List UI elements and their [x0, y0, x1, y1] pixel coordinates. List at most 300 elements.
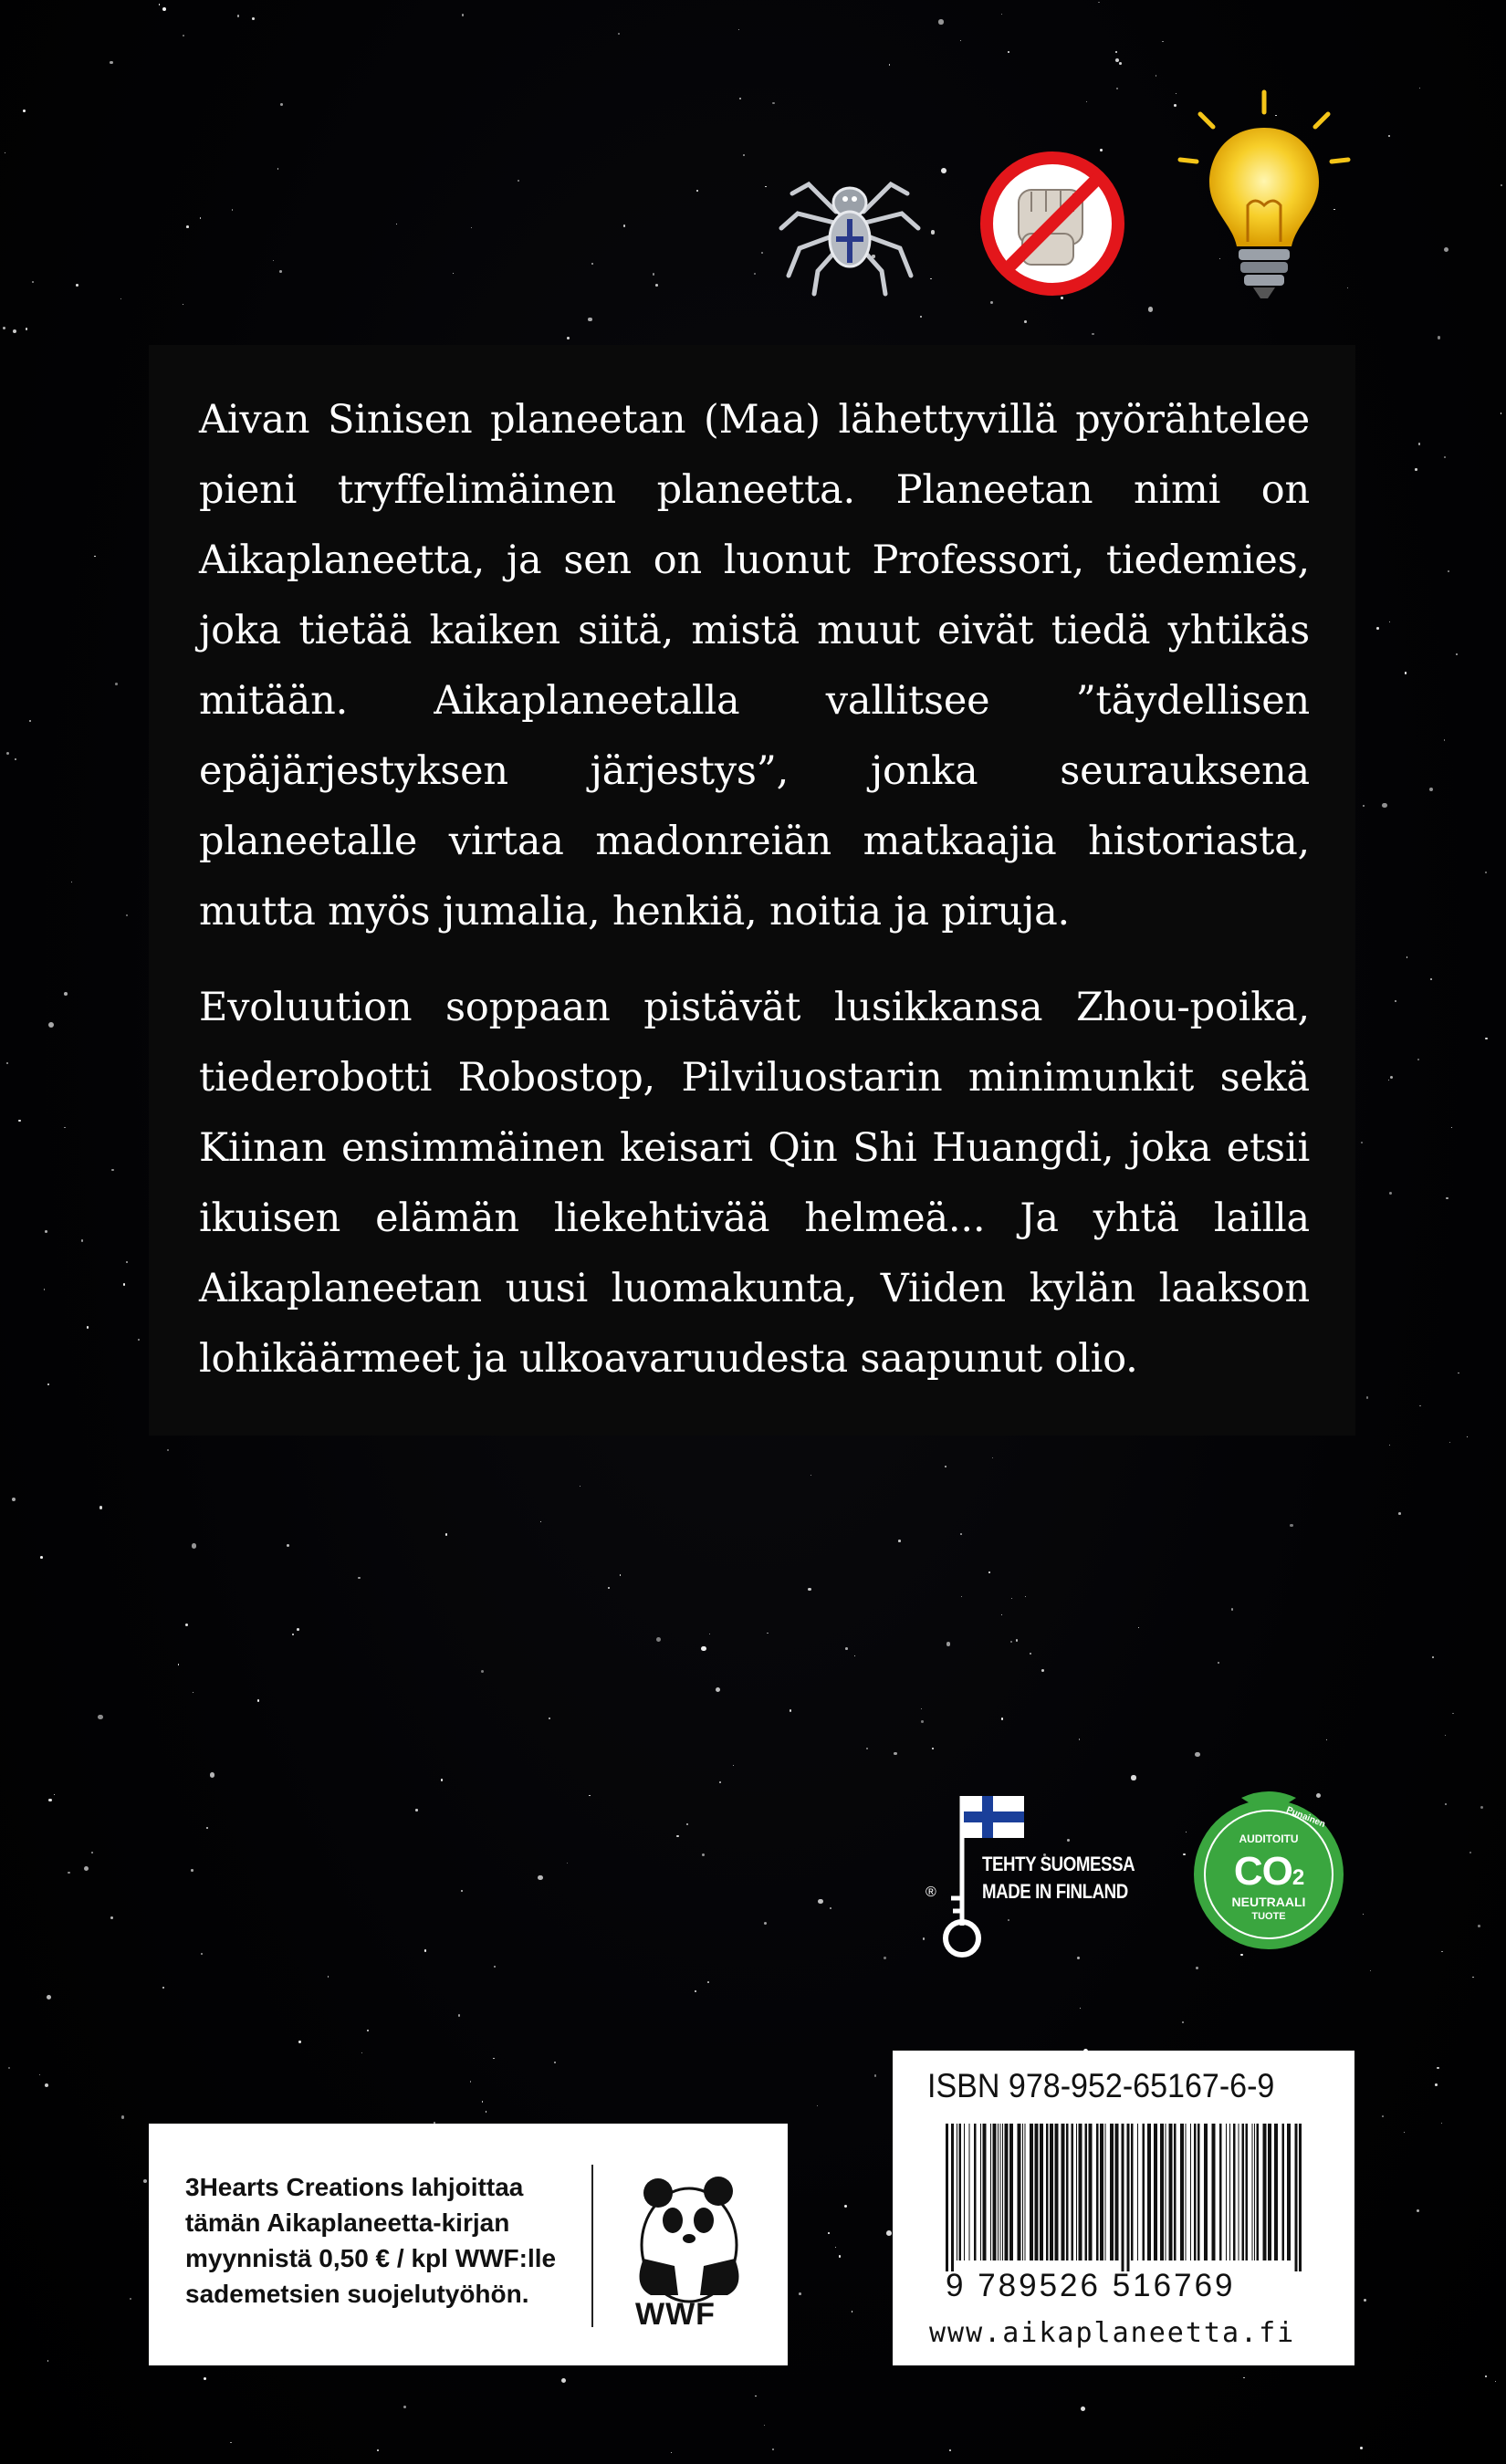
star [1182, 2021, 1183, 2022]
co2-subscript: 2 [1292, 1865, 1304, 1890]
barcode-bar [1055, 2124, 1059, 2260]
star [554, 2062, 556, 2063]
co2-neutral-badge [1187, 1791, 1351, 1955]
star [1148, 307, 1153, 311]
star [765, 186, 767, 188]
star [45, 1230, 47, 1233]
barcode-bar [1143, 2124, 1145, 2260]
star [1469, 1852, 1472, 1854]
star [1452, 1713, 1454, 1715]
barcode-bar [1257, 2124, 1260, 2260]
star [91, 1852, 93, 1853]
star [1131, 1775, 1135, 1780]
star [45, 2083, 48, 2087]
star [40, 1556, 43, 1559]
star [790, 1709, 791, 1711]
star [18, 1120, 20, 1122]
co2-neutral-text: NEUTRAALI [1231, 1895, 1306, 1909]
star [608, 1587, 610, 1589]
star [696, 190, 698, 192]
co2-main-text [1187, 1849, 1351, 1895]
barcode-bar [1287, 2124, 1291, 2260]
no-fist-icon [975, 146, 1130, 301]
star [3, 327, 5, 329]
star [461, 1890, 463, 1892]
star [755, 2396, 757, 2397]
star [1011, 1598, 1012, 1599]
star [98, 1715, 102, 1719]
star [743, 154, 745, 156]
barcode-bar [946, 2124, 948, 2271]
star [48, 1022, 54, 1028]
star [1472, 1977, 1473, 1978]
star [1407, 956, 1408, 958]
star [886, 2230, 892, 2236]
star [739, 98, 741, 99]
star [1446, 1197, 1448, 1200]
star [230, 2442, 231, 2443]
star [549, 1717, 550, 1719]
barcode-bar [1018, 2124, 1021, 2260]
barcode-number: 9 789526 516769 [946, 2268, 1236, 2303]
wwf-donation-sentence: 3Hearts Creations lahjoittaa tämän Aikaplaneetta-kirjan myynnistä 0,50 € / kpl WWF:lle sademetsien suojelutyöhön. [185, 2173, 557, 2308]
barcode-bar [1233, 2124, 1236, 2260]
star [835, 2247, 836, 2248]
isbn-barcode-box [893, 2051, 1354, 2365]
wwf-logo-label: WWF [635, 2297, 716, 2332]
barcode-bar [1105, 2124, 1106, 2260]
star [441, 1779, 443, 1780]
barcode-bar [974, 2124, 977, 2260]
star [1001, 1717, 1003, 1719]
star [486, 2111, 487, 2113]
star [298, 2041, 300, 2042]
barcode-bar [1022, 2124, 1023, 2260]
barcode-bar [983, 2124, 987, 2260]
made-in-finland-line1: TEHTY SUOMESSA [982, 1853, 1135, 1875]
star [1360, 2447, 1363, 2449]
star [733, 1765, 734, 1766]
star [932, 1748, 934, 1749]
star [1417, 2209, 1419, 2212]
star [1419, 1405, 1420, 1406]
star [561, 2378, 566, 2383]
barcode-bar [1089, 2124, 1093, 2260]
star [143, 2179, 147, 2183]
star [808, 1588, 811, 1591]
star [1458, 1373, 1459, 1374]
barcode-bar [1122, 2124, 1124, 2271]
made-in-finland-text [982, 1851, 1135, 1905]
star [76, 284, 78, 287]
star [120, 298, 121, 299]
star [1290, 1524, 1292, 1527]
star [567, 337, 570, 339]
isbn-label: ISBN 978-952-65167-6-9 [927, 2067, 1275, 2104]
star [1001, 1614, 1002, 1615]
barcode-bar [1066, 2124, 1069, 2260]
barcode-bar [1282, 2124, 1285, 2260]
star [1041, 1669, 1044, 1672]
star [686, 1823, 689, 1826]
barcode-bar [1186, 2124, 1187, 2260]
barcode-bar [1005, 2124, 1009, 2260]
star [656, 1637, 661, 1642]
barcode-bar [1147, 2124, 1151, 2260]
star [424, 1949, 426, 1951]
star [695, 1990, 696, 1992]
star [47, 2360, 49, 2362]
barcode-bar [951, 2124, 954, 2271]
star [494, 1966, 496, 1968]
star [493, 2058, 494, 2059]
star [772, 2448, 774, 2450]
barcode-bar [998, 2124, 999, 2260]
barcode-bar [1212, 2124, 1216, 2260]
barcode-bar [1137, 2124, 1138, 2260]
star [961, 1596, 962, 1597]
star [538, 1875, 542, 1880]
barcode-bar [1246, 2124, 1249, 2260]
star [210, 1772, 214, 1777]
barcode-bar [980, 2124, 981, 2260]
barcode-bar [1226, 2124, 1227, 2260]
barcode-bar [1252, 2124, 1253, 2260]
star [764, 2425, 765, 2426]
star [676, 1835, 678, 1837]
star [39, 2074, 40, 2075]
star [655, 284, 658, 287]
barcode-bar [1194, 2124, 1197, 2260]
star [1390, 1076, 1393, 1079]
barcode-bar [1197, 2124, 1200, 2260]
synopsis-paragraph-1: Aivan Sinisen planeetan (Maa) lähettyvillä pyörähtelee pieni tryffelimäinen planeetta. Planeetan nimi on Aikaplaneetta, ja sen on luonut Professori, tiedemies, joka tietää kaiken siitä, mistä muut eivät tiedä yhtikäs mitään. Aikaplaneetalla vallitsee ”täydellisen epäjärjestyksen järjestys”, jonka seurauksena planeetalle virtaa madonreiän matkaajia historiasta, mutta myös jumalia, henkiä, noitia ja piruja. [199, 397, 1310, 934]
star [1382, 2115, 1384, 2117]
star [1435, 2083, 1438, 2086]
star [252, 17, 255, 20]
star [1441, 1951, 1443, 1953]
barcode-bar [1154, 2124, 1157, 2260]
star [1326, 1739, 1327, 1740]
star [159, 4, 161, 5]
star [818, 1899, 822, 1904]
star [828, 2232, 829, 2233]
barcode-bar [1219, 2124, 1222, 2260]
star [15, 758, 16, 760]
star [1366, 1396, 1369, 1399]
star [941, 168, 946, 173]
barcode-bar [1000, 2124, 1001, 2260]
star [115, 683, 118, 685]
barcode-bar [1204, 2124, 1208, 2260]
synopsis-panel [149, 345, 1355, 1436]
star [6, 752, 9, 755]
star [898, 1540, 901, 1542]
barcode-bar [1174, 2124, 1177, 2260]
wwf-divider [591, 2165, 593, 2327]
star [84, 1866, 89, 1871]
star [445, 1533, 448, 1536]
star [1480, 1806, 1483, 1809]
star [167, 1449, 169, 1451]
star [921, 1708, 922, 1709]
star [1389, 1445, 1390, 1446]
star [945, 1466, 946, 1467]
star [48, 1799, 51, 1801]
star [949, 2449, 951, 2451]
star [1010, 1641, 1012, 1643]
star [540, 1521, 541, 1522]
star [1016, 1639, 1018, 1641]
star [1444, 739, 1446, 741]
star [852, 2311, 853, 2313]
barcode-bar [1035, 2124, 1039, 2260]
star [232, 209, 233, 210]
star [1361, 1142, 1363, 1143]
star [1389, 1192, 1392, 1195]
star [830, 1907, 831, 1909]
star [257, 1699, 260, 1702]
barcode [946, 2124, 1302, 2271]
barcode-bar [1040, 2124, 1043, 2260]
star [1485, 2375, 1487, 2377]
star [1196, 1967, 1198, 1969]
star [1388, 1080, 1389, 1081]
barcode-bar [1229, 2124, 1230, 2260]
star [1231, 1608, 1233, 1610]
star [1024, 320, 1027, 323]
barcode-bar [1127, 2124, 1130, 2271]
star [99, 1506, 102, 1509]
star [1382, 803, 1386, 808]
star [126, 914, 128, 916]
star [884, 1957, 886, 1959]
star [94, 556, 95, 557]
star [707, 1981, 709, 1983]
wwf-donation-text [185, 2169, 696, 2312]
star [126, 1261, 127, 1262]
star [81, 1239, 84, 1242]
star [162, 7, 166, 11]
star [403, 2406, 406, 2408]
star [470, 2081, 472, 2083]
star [518, 180, 519, 182]
star [54, 1794, 55, 1795]
star [589, 1795, 590, 1796]
barcode-bar [964, 2124, 965, 2260]
star [1364, 2299, 1366, 2302]
star [1495, 2381, 1497, 2383]
star [623, 224, 625, 226]
star [754, 273, 756, 275]
star [471, 227, 472, 228]
star [946, 1642, 950, 1645]
wwf-donation-box [149, 2124, 788, 2365]
star [845, 1647, 848, 1650]
star [1417, 1059, 1419, 1060]
star [1086, 101, 1088, 103]
star [273, 260, 274, 261]
star [1195, 1752, 1199, 1757]
star [458, 2014, 460, 2016]
star [767, 1633, 769, 1634]
barcode-bar [1160, 2124, 1164, 2260]
star [1388, 135, 1390, 137]
barcode-bar [1299, 2124, 1302, 2271]
barcode-bar [1030, 2124, 1033, 2260]
star [1441, 2123, 1442, 2124]
star [47, 1995, 51, 1999]
star [183, 35, 184, 37]
star [201, 1953, 203, 1955]
star [1115, 51, 1118, 54]
star [719, 1781, 721, 1783]
star [1363, 805, 1365, 807]
barcode-bar [1180, 2124, 1184, 2260]
spider-icon [772, 148, 927, 303]
star [620, 1574, 622, 1576]
light-bulb-icon [1173, 87, 1355, 306]
website-url[interactable]: www.aikaplaneetta.fi [929, 2317, 1296, 2349]
star [68, 1872, 69, 1874]
star [482, 2101, 483, 2102]
star [1478, 1925, 1480, 1927]
star [287, 1544, 289, 1547]
barcode-bar [1009, 2124, 1013, 2260]
star [8, 2067, 10, 2069]
barcode-bar [1131, 2124, 1134, 2260]
barcode-bar [1268, 2124, 1271, 2260]
star [279, 270, 282, 273]
star [292, 1634, 294, 1635]
star [367, 2030, 369, 2031]
star [1098, 2, 1099, 3]
star [930, 278, 932, 280]
star [361, 2052, 362, 2053]
star [415, 1809, 417, 1811]
star [874, 2074, 877, 2077]
star [121, 2115, 124, 2118]
star [1389, 621, 1390, 622]
star [47, 1383, 49, 1385]
star [32, 281, 34, 283]
star [185, 1624, 188, 1626]
barcode-bar [1072, 2124, 1074, 2260]
star [13, 329, 16, 333]
star [87, 1326, 89, 1328]
star [1138, 1627, 1139, 1628]
star [764, 1922, 767, 1925]
barcode-bar [1046, 2124, 1049, 2260]
star [280, 103, 283, 106]
star [1398, 1512, 1401, 1515]
barcode-bar [1076, 2124, 1077, 2260]
star [1080, 2008, 1082, 2010]
star [377, 2449, 379, 2451]
star [894, 1752, 896, 1755]
star [23, 110, 26, 112]
star [1415, 468, 1417, 470]
star [1445, 1735, 1446, 1736]
star [6, 1062, 8, 1064]
star [237, 15, 240, 17]
star [277, 168, 278, 169]
star [481, 1670, 484, 1673]
barcode-bar [1263, 2124, 1267, 2260]
star [653, 273, 655, 276]
star [839, 2255, 842, 2258]
star [29, 720, 31, 722]
star [1376, 627, 1379, 630]
star [761, 252, 763, 254]
synopsis-paragraph-2: Evoluution soppaan pistävät lusikkansa Zhou-poika, tiederobotti Robostop, Pilviluostarin minimunkit sekä Kiinan ensimmäinen keisari Qin Shi Huangdi, joka etsii ikuisen elämän liekehtivää helmeä... Ja yhtä lailla Aikaplaneetan uusi luomakunta, Viiden kylän laakson lohikäärmeet ja ulkoavaruudesta saapunut olio. [199, 985, 1310, 1382]
star [1030, 1653, 1031, 1655]
star [1405, 672, 1407, 673]
star [1430, 978, 1432, 980]
made-in-finland-line2: MADE IN FINLAND [982, 1880, 1128, 1903]
barcode-bar [1190, 2124, 1191, 2260]
star [1162, 41, 1163, 42]
co2-arc-text: Punainen [1284, 1804, 1327, 1831]
star [1243, 2377, 1244, 2378]
star [130, 2298, 131, 2300]
star [772, 102, 775, 105]
star [178, 1664, 180, 1665]
star [817, 2105, 818, 2106]
star [12, 1498, 16, 1501]
star [931, 230, 936, 235]
star [866, 1748, 868, 1749]
star [44, 1289, 46, 1290]
barcode-bar [1062, 2124, 1065, 2260]
star [1432, 1656, 1435, 1659]
star [960, 40, 961, 41]
co2-product-text: TUOTE [1251, 1911, 1286, 1922]
star [1418, 443, 1421, 445]
star [64, 1127, 65, 1128]
barcode-bar [1295, 2124, 1298, 2271]
star [1444, 456, 1446, 458]
star [1183, 1853, 1186, 1856]
star [992, 1457, 994, 1459]
barcode-bar [1002, 2124, 1003, 2260]
star [588, 318, 591, 321]
star [591, 263, 593, 265]
barcode-bar [969, 2124, 970, 2260]
star [702, 1853, 705, 1856]
barcode-bar [1169, 2124, 1173, 2260]
star [200, 217, 202, 219]
made-in-finland-badge [924, 1789, 1152, 1962]
star [1456, 653, 1458, 655]
star [186, 225, 189, 228]
star [453, 273, 454, 274]
barcode-bar [1254, 2124, 1255, 2260]
star [191, 1869, 193, 1871]
star [1448, 570, 1449, 572]
star [64, 992, 68, 996]
star [1438, 336, 1440, 339]
star [138, 1339, 140, 1341]
star [988, 1571, 990, 1573]
star [1370, 1970, 1371, 1971]
star [1218, 1662, 1220, 1665]
co2-symbol: CO [1233, 1849, 1292, 1894]
star [328, 1976, 329, 1978]
star [1119, 62, 1122, 65]
star [1363, 1914, 1365, 1916]
star [462, 14, 465, 16]
